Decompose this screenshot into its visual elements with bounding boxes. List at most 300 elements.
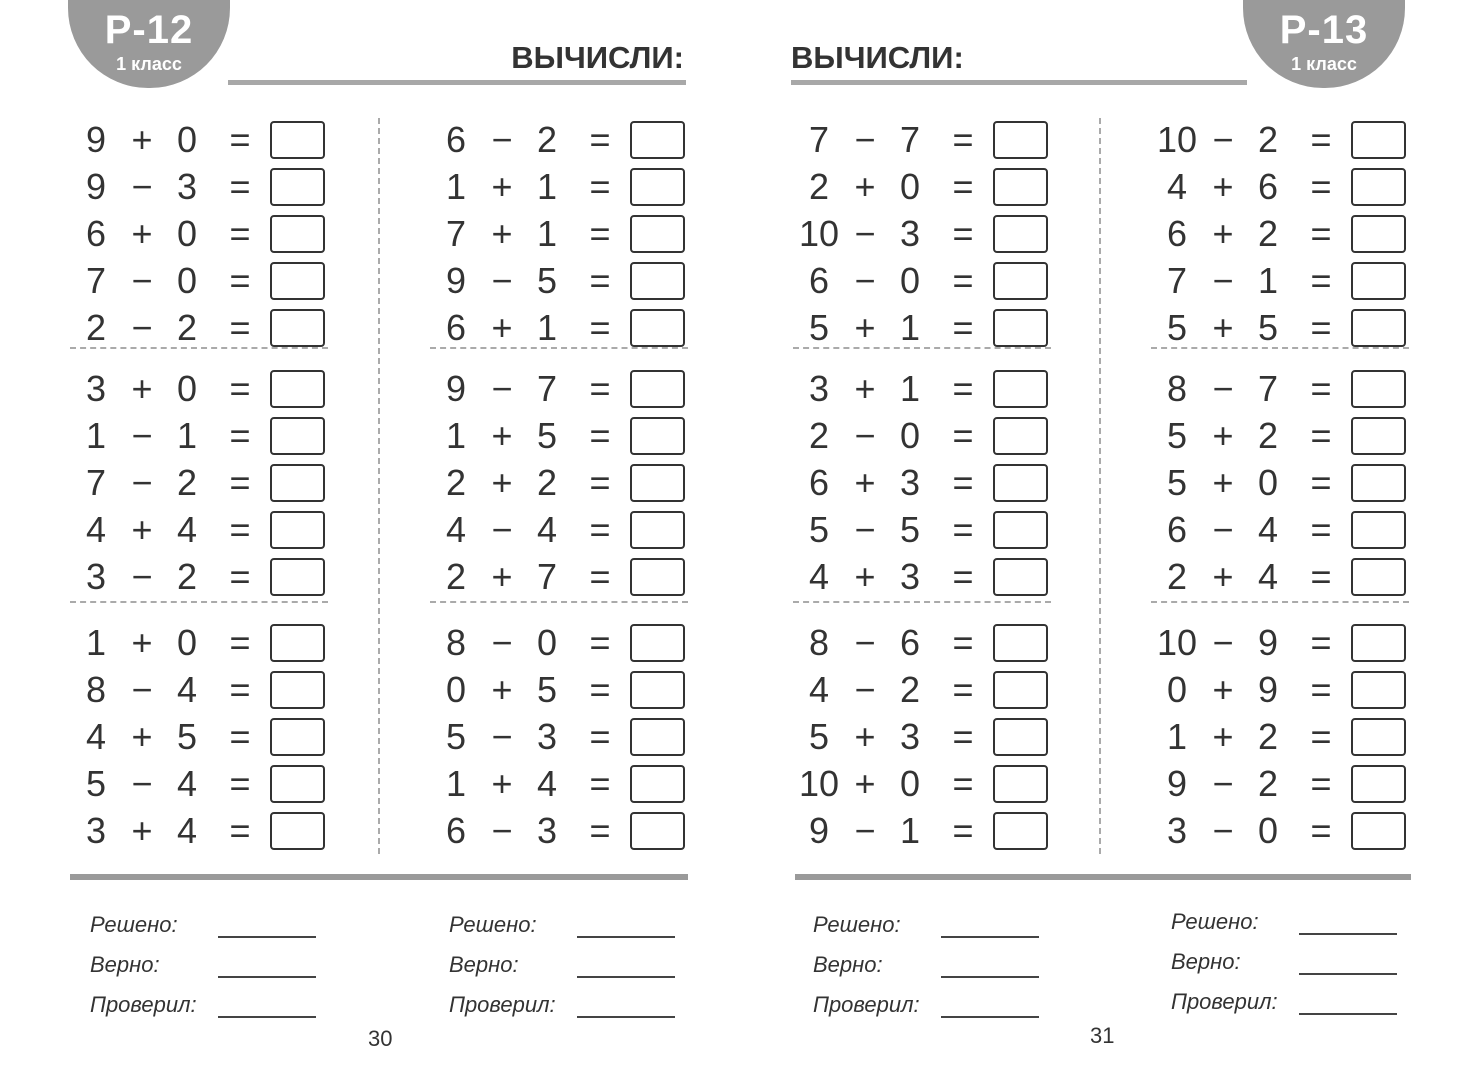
equals-sign: = <box>952 367 974 409</box>
equals-sign: = <box>952 809 974 851</box>
operator: + <box>1212 306 1234 348</box>
operand-b: 3 <box>536 715 558 757</box>
operand-a: 6 <box>1166 212 1188 254</box>
operator: − <box>1212 367 1234 409</box>
equals-sign: = <box>1310 809 1332 851</box>
operand-b: 1 <box>536 165 558 207</box>
operand-a: 10 <box>798 762 840 804</box>
problem-row <box>1151 304 1409 351</box>
equals-sign: = <box>1310 118 1332 160</box>
equals-sign: = <box>229 414 251 456</box>
answer-box[interactable] <box>270 215 325 253</box>
operand-b: 5 <box>899 508 921 550</box>
answer-box[interactable] <box>630 624 685 662</box>
operand-b: 4 <box>176 668 198 710</box>
operand-b: 3 <box>899 212 921 254</box>
result-label: Проверил: <box>813 992 920 1017</box>
operator: + <box>131 621 153 663</box>
operand-a: 7 <box>1166 259 1188 301</box>
operand-a: 4 <box>808 668 830 710</box>
operator: − <box>854 212 876 254</box>
problem-row <box>430 760 688 807</box>
answer-box[interactable] <box>630 511 685 549</box>
equals-sign: = <box>952 306 974 348</box>
equals-sign: = <box>589 461 611 503</box>
operand-b: 0 <box>176 259 198 301</box>
operand-a: 3 <box>1166 809 1188 851</box>
equals-sign: = <box>229 118 251 160</box>
operand-b: 2 <box>899 668 921 710</box>
operand-b: 2 <box>176 555 198 597</box>
answer-box[interactable] <box>270 464 325 502</box>
equals-sign: = <box>1310 306 1332 348</box>
operand-b: 0 <box>176 621 198 663</box>
badge-grade: 1 класс <box>1291 54 1357 74</box>
operator: + <box>131 118 153 160</box>
operand-a: 7 <box>85 259 107 301</box>
operand-a: 3 <box>85 809 107 851</box>
operator: − <box>1212 762 1234 804</box>
heading-rule <box>791 80 1247 85</box>
operand-a: 9 <box>85 118 107 160</box>
answer-box[interactable] <box>630 558 685 596</box>
operand-a: 0 <box>1166 668 1188 710</box>
operator: − <box>854 668 876 710</box>
problem-row <box>430 713 688 760</box>
operand-b: 0 <box>1257 809 1279 851</box>
problem-row <box>1151 553 1409 600</box>
answer-box[interactable] <box>270 765 325 803</box>
operator: + <box>491 555 513 597</box>
operator: − <box>491 809 513 851</box>
answer-box[interactable] <box>270 558 325 596</box>
result-blank[interactable] <box>1299 997 1397 1015</box>
answer-box[interactable] <box>270 812 325 850</box>
operand-a: 9 <box>85 165 107 207</box>
operand-b: 1 <box>899 809 921 851</box>
result-line <box>449 898 689 938</box>
problem-row <box>430 163 688 210</box>
operand-a: 7 <box>85 461 107 503</box>
problem-row <box>430 412 688 459</box>
operand-b: 5 <box>176 715 198 757</box>
result-blank[interactable] <box>218 1000 316 1018</box>
answer-box[interactable] <box>1351 417 1406 455</box>
equals-sign: = <box>229 306 251 348</box>
operator: − <box>491 715 513 757</box>
result-line <box>1171 975 1411 1015</box>
problem-row <box>430 257 688 304</box>
operator: + <box>854 762 876 804</box>
answer-box[interactable] <box>1351 309 1406 347</box>
operator: + <box>854 461 876 503</box>
operand-a: 6 <box>808 461 830 503</box>
result-label: Решено: <box>813 912 901 937</box>
operand-b: 0 <box>899 414 921 456</box>
operand-a: 5 <box>808 306 830 348</box>
operand-a: 3 <box>85 555 107 597</box>
operand-b: 1 <box>899 306 921 348</box>
operand-a: 5 <box>808 715 830 757</box>
result-blank[interactable] <box>941 960 1039 978</box>
problem-row <box>70 163 328 210</box>
answer-box[interactable] <box>993 417 1048 455</box>
operand-a: 5 <box>85 762 107 804</box>
answer-box[interactable] <box>1351 464 1406 502</box>
result-blank[interactable] <box>218 960 316 978</box>
problem-row <box>793 619 1051 666</box>
answer-box[interactable] <box>630 168 685 206</box>
operand-a: 8 <box>445 621 467 663</box>
answer-box[interactable] <box>630 309 685 347</box>
problem-row <box>1151 116 1409 163</box>
equals-sign: = <box>1310 762 1332 804</box>
operator: − <box>491 367 513 409</box>
problem-row <box>70 666 328 713</box>
operand-b: 4 <box>176 809 198 851</box>
equals-sign: = <box>229 621 251 663</box>
answer-box[interactable] <box>630 370 685 408</box>
result-label: Проверил: <box>90 992 197 1017</box>
result-blank[interactable] <box>218 920 316 938</box>
problem-row <box>1151 163 1409 210</box>
answer-box[interactable] <box>1351 812 1406 850</box>
operand-a: 2 <box>445 461 467 503</box>
operator: + <box>1212 715 1234 757</box>
operand-b: 4 <box>536 762 558 804</box>
operand-b: 0 <box>899 762 921 804</box>
operand-a: 3 <box>808 367 830 409</box>
operator: + <box>1212 414 1234 456</box>
operand-a: 10 <box>1156 621 1198 663</box>
operand-a: 4 <box>445 508 467 550</box>
problem-row <box>430 459 688 506</box>
result-label: Верно: <box>1171 949 1241 974</box>
worksheet-badge <box>68 0 230 88</box>
problem-group <box>793 347 1051 601</box>
operand-a: 6 <box>445 118 467 160</box>
answer-box[interactable] <box>1351 718 1406 756</box>
problem-row <box>70 412 328 459</box>
equals-sign: = <box>1310 212 1332 254</box>
equals-sign: = <box>1310 367 1332 409</box>
answer-box[interactable] <box>1351 168 1406 206</box>
operator: + <box>854 367 876 409</box>
answer-box[interactable] <box>630 812 685 850</box>
answer-box[interactable] <box>270 309 325 347</box>
operand-b: 3 <box>899 715 921 757</box>
operator: − <box>1212 809 1234 851</box>
operand-a: 6 <box>1166 508 1188 550</box>
problem-row <box>1151 619 1409 666</box>
problem-column <box>793 112 1051 855</box>
problem-row <box>793 304 1051 351</box>
answer-box[interactable] <box>270 511 325 549</box>
problem-row <box>430 619 688 666</box>
operand-a: 5 <box>1166 306 1188 348</box>
answer-box[interactable] <box>993 511 1048 549</box>
equals-sign: = <box>589 508 611 550</box>
result-blank[interactable] <box>1299 957 1397 975</box>
operand-b: 2 <box>536 461 558 503</box>
answer-box[interactable] <box>270 417 325 455</box>
operand-b: 0 <box>1257 461 1279 503</box>
answer-box[interactable] <box>1351 262 1406 300</box>
problem-row <box>793 163 1051 210</box>
operand-b: 4 <box>176 762 198 804</box>
result-blank[interactable] <box>941 1000 1039 1018</box>
equals-sign: = <box>589 367 611 409</box>
badge-code: Р-13 <box>1279 8 1369 52</box>
operand-b: 7 <box>1257 367 1279 409</box>
operand-a: 4 <box>85 715 107 757</box>
operand-a: 8 <box>1166 367 1188 409</box>
operator: + <box>491 668 513 710</box>
answer-box[interactable] <box>993 168 1048 206</box>
operand-a: 3 <box>85 367 107 409</box>
operand-a: 9 <box>1166 762 1188 804</box>
problem-column <box>70 112 328 855</box>
operator: − <box>131 668 153 710</box>
operand-a: 4 <box>1166 165 1188 207</box>
answer-box[interactable] <box>1351 215 1406 253</box>
problem-row <box>1151 412 1409 459</box>
equals-sign: = <box>952 414 974 456</box>
operator: + <box>491 306 513 348</box>
operator: + <box>854 715 876 757</box>
answer-box[interactable] <box>993 215 1048 253</box>
heading-rule <box>228 80 686 85</box>
answer-box[interactable] <box>1351 511 1406 549</box>
equals-sign: = <box>1310 259 1332 301</box>
operand-a: 1 <box>445 762 467 804</box>
operator: + <box>131 715 153 757</box>
equals-sign: = <box>952 461 974 503</box>
answer-box[interactable] <box>993 812 1048 850</box>
result-label: Проверил: <box>1171 989 1278 1014</box>
problem-row <box>793 807 1051 854</box>
operator: + <box>1212 212 1234 254</box>
result-block <box>90 898 330 1018</box>
operand-b: 5 <box>536 668 558 710</box>
operator: + <box>131 367 153 409</box>
equals-sign: = <box>1310 414 1332 456</box>
problem-group <box>1151 112 1409 347</box>
operator: + <box>1212 555 1234 597</box>
operand-a: 10 <box>798 212 840 254</box>
operand-b: 5 <box>536 259 558 301</box>
problem-row <box>1151 760 1409 807</box>
result-line <box>1171 935 1411 975</box>
operand-a: 2 <box>808 165 830 207</box>
problem-group <box>70 347 328 601</box>
operand-b: 7 <box>536 555 558 597</box>
problem-row <box>430 666 688 713</box>
operator: − <box>491 259 513 301</box>
answer-box[interactable] <box>993 464 1048 502</box>
operand-a: 5 <box>1166 461 1188 503</box>
operand-b: 6 <box>1257 165 1279 207</box>
problem-row <box>1151 459 1409 506</box>
answer-box[interactable] <box>993 262 1048 300</box>
result-line <box>1171 895 1411 935</box>
operand-a: 6 <box>808 259 830 301</box>
answer-box[interactable] <box>270 262 325 300</box>
problem-row <box>793 116 1051 163</box>
result-blank[interactable] <box>941 920 1039 938</box>
operand-b: 5 <box>536 414 558 456</box>
operand-a: 1 <box>1166 715 1188 757</box>
equals-sign: = <box>229 809 251 851</box>
operand-b: 2 <box>1257 414 1279 456</box>
operator: − <box>854 414 876 456</box>
problem-row <box>793 760 1051 807</box>
answer-box[interactable] <box>993 671 1048 709</box>
operator: − <box>1212 621 1234 663</box>
operand-b: 4 <box>176 508 198 550</box>
answer-box[interactable] <box>993 718 1048 756</box>
operand-a: 2 <box>85 306 107 348</box>
operand-a: 1 <box>85 621 107 663</box>
result-line <box>90 938 330 978</box>
answer-box[interactable] <box>1351 558 1406 596</box>
answer-box[interactable] <box>993 309 1048 347</box>
answer-box[interactable] <box>993 624 1048 662</box>
result-label: Решено: <box>449 912 537 937</box>
equals-sign: = <box>589 809 611 851</box>
operator: − <box>131 306 153 348</box>
result-blank[interactable] <box>577 920 675 938</box>
problem-row <box>70 210 328 257</box>
operand-a: 1 <box>445 165 467 207</box>
operand-a: 9 <box>445 367 467 409</box>
operator: + <box>854 165 876 207</box>
problem-row <box>1151 365 1409 412</box>
equals-sign: = <box>952 165 974 207</box>
badge-code: Р-12 <box>104 8 194 52</box>
equals-sign: = <box>952 118 974 160</box>
operand-b: 4 <box>536 508 558 550</box>
equals-sign: = <box>229 668 251 710</box>
answer-box[interactable] <box>1351 765 1406 803</box>
answer-box[interactable] <box>270 718 325 756</box>
operator: − <box>1212 118 1234 160</box>
operand-b: 0 <box>176 367 198 409</box>
equals-sign: = <box>229 715 251 757</box>
answer-box[interactable] <box>270 370 325 408</box>
result-label: Решено: <box>1171 909 1259 934</box>
answer-box[interactable] <box>630 765 685 803</box>
operator: − <box>491 621 513 663</box>
problem-row <box>70 257 328 304</box>
operand-a: 7 <box>808 118 830 160</box>
operand-b: 0 <box>899 259 921 301</box>
answer-box[interactable] <box>993 121 1048 159</box>
operand-b: 0 <box>176 118 198 160</box>
operand-b: 1 <box>536 306 558 348</box>
answer-box[interactable] <box>270 624 325 662</box>
operand-a: 8 <box>85 668 107 710</box>
answer-box[interactable] <box>630 671 685 709</box>
operand-b: 1 <box>176 414 198 456</box>
result-line <box>90 978 330 1018</box>
answer-box[interactable] <box>270 121 325 159</box>
result-blank[interactable] <box>577 960 675 978</box>
operand-a: 2 <box>1166 555 1188 597</box>
problem-group <box>1151 347 1409 601</box>
operand-b: 7 <box>899 118 921 160</box>
operator: − <box>131 165 153 207</box>
operand-a: 5 <box>1166 414 1188 456</box>
result-label: Верно: <box>449 952 519 977</box>
problem-group <box>1151 601 1409 855</box>
answer-box[interactable] <box>993 765 1048 803</box>
footer-rule <box>70 874 688 880</box>
answer-box[interactable] <box>630 121 685 159</box>
operand-b: 2 <box>1257 715 1279 757</box>
answer-box[interactable] <box>630 718 685 756</box>
operator: − <box>491 118 513 160</box>
problem-row <box>1151 257 1409 304</box>
answer-box[interactable] <box>630 215 685 253</box>
operator: − <box>854 508 876 550</box>
answer-box[interactable] <box>993 370 1048 408</box>
operand-b: 0 <box>176 212 198 254</box>
operand-b: 2 <box>176 306 198 348</box>
problem-row <box>430 116 688 163</box>
operator: + <box>854 306 876 348</box>
operand-a: 0 <box>445 668 467 710</box>
answer-box[interactable] <box>1351 370 1406 408</box>
answer-box[interactable] <box>630 464 685 502</box>
operand-b: 7 <box>536 367 558 409</box>
problem-row <box>793 412 1051 459</box>
problem-group <box>430 347 688 601</box>
result-label: Проверил: <box>449 992 556 1017</box>
result-block <box>1171 895 1411 1015</box>
answer-box[interactable] <box>630 417 685 455</box>
operand-b: 2 <box>1257 118 1279 160</box>
answer-box[interactable] <box>1351 121 1406 159</box>
answer-box[interactable] <box>1351 671 1406 709</box>
problem-row <box>793 257 1051 304</box>
result-blank[interactable] <box>577 1000 675 1018</box>
operator: − <box>854 809 876 851</box>
problem-row <box>430 807 688 854</box>
answer-box[interactable] <box>630 262 685 300</box>
operand-a: 6 <box>445 809 467 851</box>
result-block <box>813 898 1053 1018</box>
operator: + <box>491 762 513 804</box>
operand-a: 9 <box>808 809 830 851</box>
answer-box[interactable] <box>270 168 325 206</box>
answer-box[interactable] <box>1351 624 1406 662</box>
result-blank[interactable] <box>1299 917 1397 935</box>
operator: + <box>491 461 513 503</box>
answer-box[interactable] <box>993 558 1048 596</box>
answer-box[interactable] <box>270 671 325 709</box>
operator: + <box>1212 165 1234 207</box>
equals-sign: = <box>589 212 611 254</box>
equals-sign: = <box>229 367 251 409</box>
operand-b: 2 <box>176 461 198 503</box>
operator: + <box>491 414 513 456</box>
operand-b: 2 <box>1257 212 1279 254</box>
operator: − <box>1212 259 1234 301</box>
problem-row <box>1151 506 1409 553</box>
operand-a: 10 <box>1156 118 1198 160</box>
operand-b: 1 <box>536 212 558 254</box>
